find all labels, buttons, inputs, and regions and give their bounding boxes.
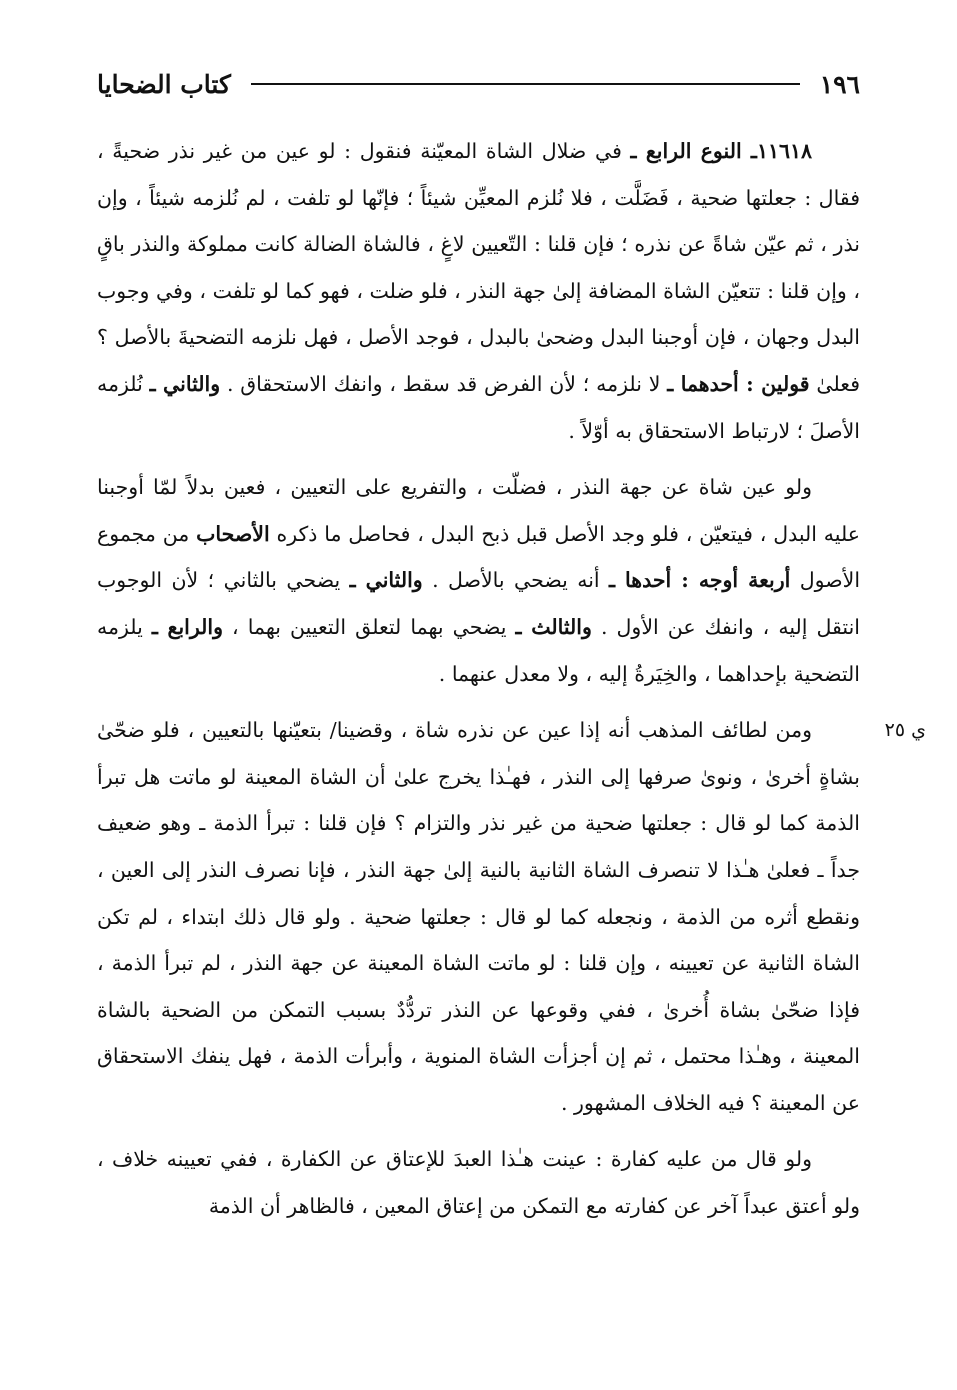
text-segment: من مجموع الأصول: [97, 521, 861, 593]
text-segment: نُلزمه الأصلَ ؛ لارتباط الاستحقاق به أوّلاً .: [97, 371, 860, 443]
text-segment: والرابع ـ: [151, 614, 223, 639]
text-segment: الأصحاب: [196, 521, 270, 546]
marginal-manuscript-note: ي ٢٥: [884, 719, 926, 742]
body-text: [97, 128, 926, 1238]
text-segment: لا نلزمه ؛ لأن الفرض قد سقط ، وانفك الاستحقاق .: [220, 371, 668, 396]
text-segment: أربعة أوجه : أحدها ـ: [609, 568, 791, 593]
text-segment: يضحي بالثاني ؛ لأن الوجوب انتقل إليه ، وانفك عن الأول .: [97, 568, 861, 639]
text-segment: والثاني ـ: [149, 371, 221, 396]
page-header: [97, 62, 860, 106]
header-rule: [251, 83, 800, 85]
text-segment: ولو قال من عليه كفارة : عينت هـٰذا العبدَ للإعتاق عن الكفارة ، ففي تعيينه خلاف ، ولو أعتق عبداً آخر عن كفارته مع التمكن من إعتاق المعين ، فالظاهر أن الذمة: [97, 1147, 860, 1219]
text-segment: ومن لطائف المذهب أنه إذا عين عن نذره شاة ، وقضينا/ بتعيّنها بالتعيين ، فلو ضحّىٰ بشاةٍ أخرىٰ ، ونوىٰ صرفها إلى النذر ، فهـٰذا يخرج علىٰ أن الشاة المعينة لو ماتت هل تبرأ الذمة كما لو قال : جعلتها ضحية من غير نذر والتزام ؟ فإن قلنا : تبرأ الذمة ـ وهو ضعيف جداً ـ فعلىٰ هـٰذا لا تنصرف الشاة الثانية بالنية إلىٰ جهة النذر ، فإنا نصرف النذر إلى العين ، ونقطع أثره من الذمة ، ونجعله كما لو قال : جعلتها ضحية . ولو قال ذلك ابتداء ، لم تكن الشاة الثانية عن تعيينه ، وإن قلنا : لو ماتت الشاة المعينة عن جهة النذر ، لم تبرأ الذمة ، فإذا ضحّىٰ بشاة أُخرىٰ ، ففي وقوعها عن النذر تردُّدٌ بسبب التمكن من الضحية بالشاة المعينة ، وهـٰذا محتمل ، ثم إن أجزأت الشاة المنوية ، وأبرأت الذمة ، فهل ينفك الاستحقاق عن المعينة ؟ فيه الخلاف المشهور .: [97, 718, 860, 1115]
text-segment: ١١٦١٨ـ النوع الرابع ـ: [630, 139, 812, 163]
paragraph-2: [97, 464, 860, 697]
page-number: ١٩٦: [819, 69, 860, 99]
text-segment: يضحي بهما لتعلق التعيين بهما ،: [223, 614, 516, 639]
text-segment: والثاني ـ: [349, 568, 423, 593]
text-segment: ولو عين شاة عن جهة النذر ، فضلّت ، والتفريع على التعيين ، فعين بدلاً لمّا أوجبنا عليه البدل ، فيتعيّن ، فلو وجد الأصل قبل ذبح البدل ، فحاصل ما ذكره: [97, 475, 860, 546]
text-segment: في ضلال الشاة المعيّنة فنقول : لو عين من غير نذر ضحيةً ، فقال : جعلتها ضحية ، فَضَلَّت ، فلا نُلزم المعيِّن شيئاً ؛ فإنّها لو تلفت ، لم نُلزمه شيئاً ، وإن نذر ، ثم عيّن شاةً عن نذره ؛ فإن قلنا : التّعيين لاغٍ ، فالشاة الضالة كانت مملوكة والنذر باقٍ ، وإن قلنا : تتعيّن الشاة المضافة إلىٰ جهة النذر ، فلو ضلت ، فهو كما لو تلفت ، وفي وجوب البدل وجهان ، فإن أوجبنا البدل وضحىٰ بالبدل ، فوجد الأصل ، فهل نلزمه التضحيةَ بالأصل ؟ فعلىٰ: [97, 139, 860, 396]
paragraph-4: [97, 1136, 860, 1229]
text-segment: قولين : أحدهما ـ: [667, 371, 810, 396]
paragraph-1: [97, 128, 860, 454]
paragraph-3: [97, 707, 926, 1126]
text-segment: أنه يضحي بالأصل .: [422, 568, 610, 593]
text-segment: يلزمه التضحية بإحداهما ، والخِيَرةُ إليه ، ولا معدل عنهما .: [97, 614, 860, 686]
text-segment: والثالث ـ: [515, 614, 592, 639]
running-title: كتاب الضحايا: [97, 69, 231, 99]
